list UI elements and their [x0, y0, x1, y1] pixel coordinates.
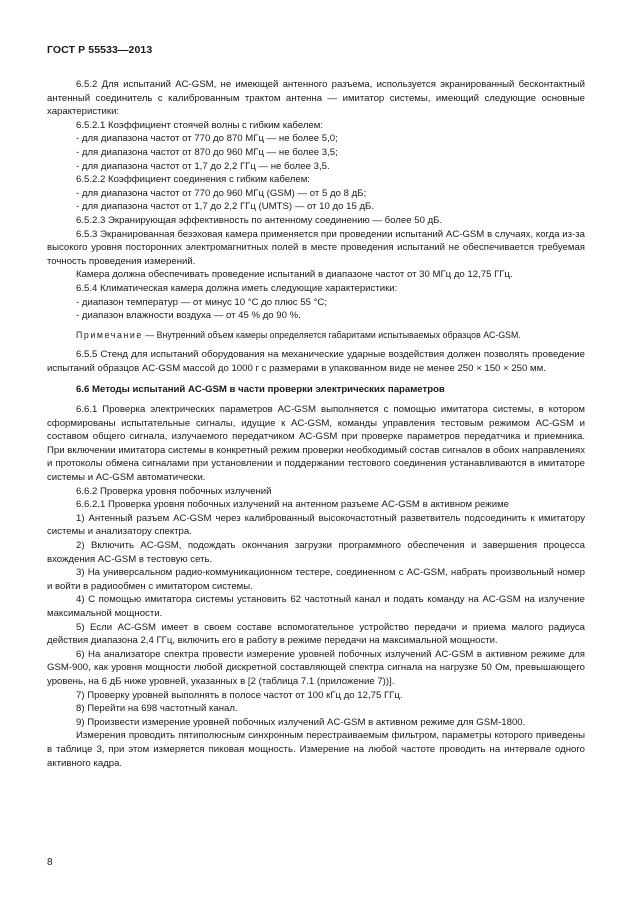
paragraph-6-6-2-1: 6.6.2.1 Проверка уровня побочных излучений на антенном разъеме AC-GSM в активном режиме: [76, 499, 510, 511]
paragraph-6-5-3: 6.5.3 Экранированная безэховая камера применяется при проведении испытаний AC-GSM в случаях, когда из-за высокого уровня посторонних электромагнитных полей в месте проведения испытаний не обеспечивается требуемая точность проведения измерений.: [47, 228, 585, 267]
step-3: 3) На универсальном радио-коммуникационном тестере, соединенном с AC-GSM, набрать произвольный номер и войти в радиообмен с имитатором системы.: [47, 567, 585, 592]
step-7: 7) Проверку уровней выполнять в полосе частот от 100 кГц до 12,75 ГГц.: [76, 689, 403, 701]
section-heading: 6.6 Методы испытаний AC-GSM в части проверки электрических параметров: [76, 384, 445, 396]
document-body: [47, 78, 585, 770]
paragraph-6-6-1: 6.6.1 Проверка электрических параметров AC-GSM выполняется с помощью имитатора системы, в котором сформированы испытательные сигналы, идущие к AC-GSM, команды управления тестовым режимом AC-GSM и составом общего сигнала, излучаемого передатчиком AC-GSM при проверке параметров передатчика и приемника. При включении имитатора системы в конкретный режим проверки необходимый состав сигналов в обоих направлениях и протоколы обмена сигналами при установлении и поддержании тестового соединения устанавливаются в имитаторе системы и AC-GSM автоматически.: [47, 404, 585, 484]
paragraph-measurement: Измерения проводить пятиполюсным синхронным перестраиваемым фильтром, параметры которого приведены в таблице 3, при этом измеряется пиковая мощность. Измерение на любой частоте проводить на интервале одного активного кадра.: [47, 730, 585, 769]
step-5: 5) Если AC-GSM имеет в своем составе вспомогательное устройство передачи и приема малого радиуса действия диапазона 2,4 ГГц, включить его в работу в режиме передачи на максимальной мощности.: [47, 621, 585, 647]
list-item: - для диапазона частот от 870 до 960 МГц — не более 3,5;: [76, 146, 338, 158]
step-4: 4) С помощью имитатора системы установить 62 частотный канал и подать команду на AC-GSM на излучение максимальной мощности.: [47, 594, 585, 619]
list-item: - для диапазона частот от 1,7 до 2,2 ГГц — не более 3,5.: [76, 160, 330, 172]
paragraph-6-5-2-2: 6.5.2.2 Коэффициент соединения с гибким кабелем:: [76, 174, 310, 186]
list-item: - диапазон температур — от минус 10 °C до плюс 55 °C;: [76, 296, 327, 308]
page-number: 8: [47, 857, 53, 868]
paragraph-6-5-2-1: 6.5.2.1 Коэффициент стоячей волны с гибким кабелем:: [76, 119, 324, 131]
list-item: - для диапазона частот от 1,7 до 2,2 ГГц (UMTS) — от 10 до 15 дБ.: [76, 201, 375, 213]
step-9: 9) Произвести измерение уровней побочных излучений AC-GSM в активном режиме для GSM-1800.: [76, 716, 526, 728]
paragraph-6-6-2: 6.6.2 Проверка уровня побочных излучений: [76, 485, 272, 497]
document-header: ГОСТ Р 55533—2013: [47, 44, 153, 56]
list-item: - диапазон влажности воздуха — от 45 % до 90 %.: [76, 310, 301, 322]
note-label: Примечание: [76, 329, 143, 340]
note-text: — Внутренний объем камеры определяется габаритами испытываемых образцов AC-GSM.: [142, 329, 521, 340]
list-item: - для диапазона частот от 770 до 870 МГц — не более 5,0;: [76, 133, 338, 145]
list-item: - для диапазона частот от 770 до 960 МГц (GSM) — от 5 до 8 дБ;: [76, 187, 367, 199]
paragraph-6-5-4: 6.5.4 Климатическая камера должна иметь следующие характеристики:: [76, 282, 398, 294]
paragraph-6-5-2: 6.5.2 Для испытаний AC-GSM, не имеющей антенного разъема, используется экранированный бесконтактный антенный соединитель с калиброванным трактом антенна — имитатор системы, имеющий следующие основные характеристики:: [47, 79, 585, 118]
paragraph-chamber-range: Камера должна обеспечивать проведение испытаний в диапазоне частот от 30 МГц до 12,75 ГГц.: [76, 269, 513, 281]
paragraph-6-5-5: 6.5.5 Стенд для испытаний оборудования на механические ударные воздействия должен позволять проведение испытаний образцов AC-GSM массой до 1000 г с размерами в упакованном виде не менее 250 × 150 × 250 мм.: [47, 349, 585, 374]
note: [47, 329, 585, 343]
step-6: 6) На анализаторе спектра провести измерение уровней побочных излучений AC-GSM в активном режиме для GSM-900, как уровня мощности любой дискретной составляющей спектра сигнала на нагрузке 50 Ом, превышающего уровень, на 6 дБ ниже уровней, указанных в [2 (таблица 7.1 (приложение 7))].: [47, 648, 585, 687]
step-1: 1) Антенный разъем AC-GSM через калиброванный высокочастотный разветвитель подсоединить к имитатору системы и анализатору спектра.: [47, 512, 585, 538]
step-8: 8) Перейти на 698 частотный канал.: [76, 703, 238, 715]
step-2: 2) Включить AC-GSM, подождать окончания загрузки программного обеспечения и завершения процесса вхождения AC-GSM в тестовую сеть.: [47, 540, 585, 565]
paragraph-6-5-2-3: 6.5.2.3 Экранирующая эффективность по антенному соединению — более 50 дБ.: [76, 214, 443, 226]
